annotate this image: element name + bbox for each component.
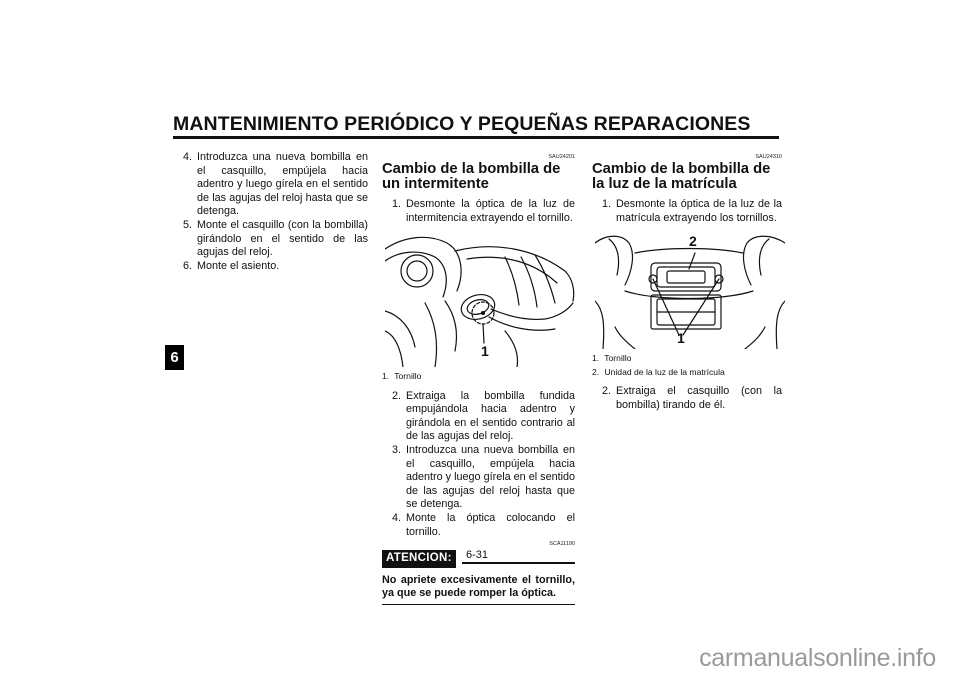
step-text: Extraiga el casquillo (con la bombilla) tirando de él.	[616, 385, 782, 411]
step-text: Monte la óptica colocando el tornillo.	[406, 512, 575, 538]
step-number: 3.	[392, 444, 402, 457]
step-6	[173, 260, 368, 274]
step-1	[592, 198, 782, 225]
column-right	[592, 154, 782, 412]
step-text: Desmonte la óptica de la luz de la matrícula extrayendo los tornillos.	[616, 198, 782, 224]
figure-license-light	[595, 231, 785, 349]
section-code: SAU24201	[548, 154, 575, 160]
watermark: carmanualsonline.info	[699, 644, 936, 672]
step-text: Desmonte la óptica de la luz de intermitencia extrayendo el tornillo.	[406, 198, 575, 224]
caption-number: 1.	[592, 353, 600, 364]
step-number: 2.	[602, 385, 612, 398]
column-middle	[382, 154, 575, 605]
header-rule	[173, 136, 779, 139]
figure-caption	[382, 371, 575, 383]
page-number: 6-31	[466, 549, 489, 561]
attention-code: SCA11190	[549, 541, 575, 548]
step-text: Monte el asiento.	[197, 259, 280, 272]
section-title-license-light: Cambio de la bombilla de la luz de la matrícula	[592, 161, 771, 192]
figure-callout-1: 1	[481, 343, 489, 360]
caption-text: Tornillo	[394, 371, 422, 382]
step-number: 1.	[392, 198, 402, 210]
attention-rule	[462, 562, 575, 564]
page-header-title: MANTENIMIENTO PERIÓDICO Y PEQUEÑAS REPARACIONES	[173, 113, 751, 135]
step-number: 1.	[602, 198, 612, 210]
figure-caption	[592, 353, 782, 365]
chapter-tab: 6	[165, 345, 184, 370]
step-text: Monte el casquillo (con la bombilla) girándolo en el sentido de las agujas del reloj.	[197, 218, 368, 259]
step-number: 2.	[392, 389, 402, 402]
step-5	[173, 219, 368, 260]
step-text: Extraiga la bombilla fundida empujándola hacia adentro y girándola en el sentido contrario al de las agujas del reloj.	[406, 389, 575, 443]
step-number: 6.	[183, 259, 193, 272]
step-number: 4.	[392, 512, 402, 525]
attention-text: No apriete excesivamente el tornillo, ya que se puede romper la óptica.	[382, 574, 575, 605]
turn-signal-illustration	[385, 231, 575, 367]
step-2	[592, 385, 782, 412]
caption-text: Unidad de la luz de la matrícula	[604, 366, 725, 377]
section-code: SAU24310	[755, 154, 782, 160]
step-1	[382, 198, 575, 225]
step-3	[382, 444, 575, 512]
step-number: 5.	[183, 218, 193, 231]
step-2	[382, 390, 575, 444]
figure-turn-signal	[385, 231, 575, 367]
step-4	[382, 512, 575, 539]
figure-callout-2: 2	[689, 233, 697, 250]
step-text: Introduzca una nueva bombilla en el casquillo, empújela hacia adentro y luego gírela en el sentido de las agujas del reloj hasta que se detenga.	[197, 151, 368, 218]
step-number: 4.	[183, 151, 193, 163]
step-4	[173, 151, 368, 219]
attention-label: ATENCION:	[382, 550, 456, 568]
figure-callout-1: 1	[677, 330, 685, 347]
caption-text: Tornillo	[604, 353, 632, 364]
caption-number: 1.	[382, 371, 390, 382]
section-title-turn-signal: Cambio de la bombilla de un intermitente	[382, 161, 561, 192]
column-left	[173, 151, 368, 273]
figure-caption	[592, 367, 782, 379]
caption-number: 2.	[592, 366, 600, 377]
step-text: Introduzca una nueva bombilla en el casquillo, empújela hacia adentro y luego gírela en el sentido de las agujas del reloj hasta que se detenga.	[406, 444, 575, 511]
